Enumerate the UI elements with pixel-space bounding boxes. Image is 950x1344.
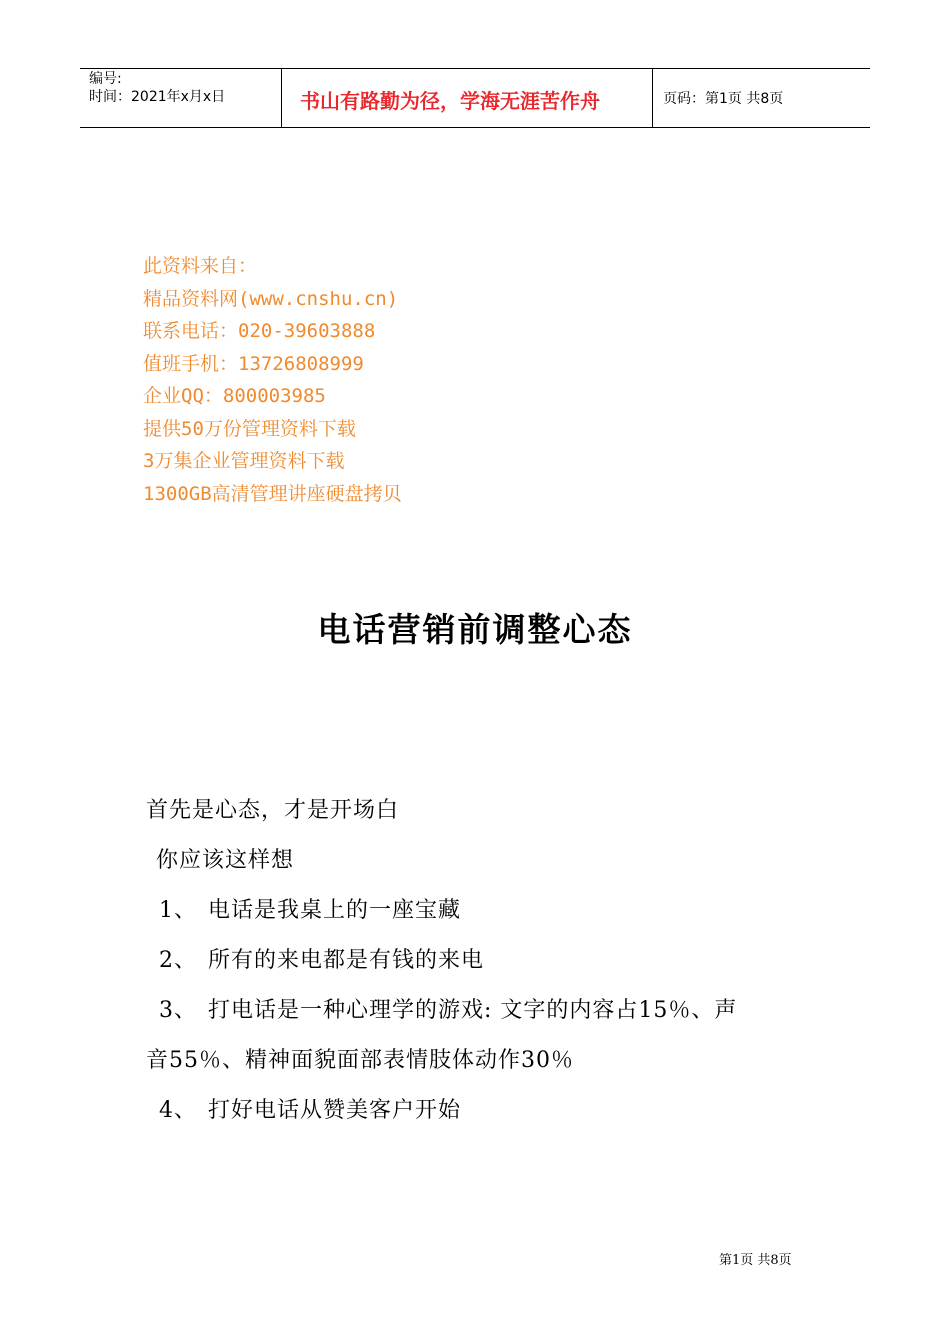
list-item-text: 打好电话从赞美客户开始: [208, 1098, 462, 1123]
page-footer: 第1页 共8页: [719, 1253, 792, 1268]
source-line: 提供50万份管理资料下载: [143, 417, 356, 440]
list-item-continuation: 音55％、精神面貌面部表情肢体动作30％: [146, 1048, 574, 1073]
source-line: 3万集企业管理资料下载: [143, 450, 345, 472]
list-item-number: 3、: [159, 998, 197, 1023]
list-item-text: 电话是我桌上的一座宝藏: [208, 898, 462, 923]
source-info: [143, 250, 402, 510]
subintro-line: 你应该这样想: [156, 848, 295, 873]
list-item-text: 打电话是一种心理学的游戏: 文字的内容占15％、声: [208, 998, 738, 1023]
header-motto: 书山有路勤为径，学海无涯苦作舟: [300, 89, 600, 113]
page-header: [80, 68, 870, 128]
time-label: 时间：2021年x月x日: [89, 89, 226, 105]
source-line: 1300GB高清管理讲座硬盘拷贝: [143, 482, 402, 505]
header-page-info: 页码：第1页 共8页: [663, 91, 784, 107]
list-item-text: 所有的来电都是有钱的来电: [208, 948, 485, 973]
header-motto-cell: [281, 69, 653, 127]
source-line: 联系电话：020-39603888: [143, 320, 376, 342]
list-item-number: 2、: [159, 948, 197, 973]
list-item-number: 4、: [159, 1098, 197, 1123]
list-item-number: 1、: [159, 898, 197, 923]
source-line: 此资料来自：: [143, 255, 258, 277]
source-line: 精品资料网(www.cnshu.cn): [143, 287, 399, 310]
intro-line: 首先是心态，才是开场白: [146, 798, 400, 823]
number-label: 编号:: [89, 71, 122, 87]
document-title: 电话营销前调整心态: [317, 610, 633, 649]
source-line: 企业QQ：800003985: [143, 385, 326, 407]
header-meta: [80, 69, 281, 127]
source-line: 值班手机：13726808999: [143, 352, 364, 375]
